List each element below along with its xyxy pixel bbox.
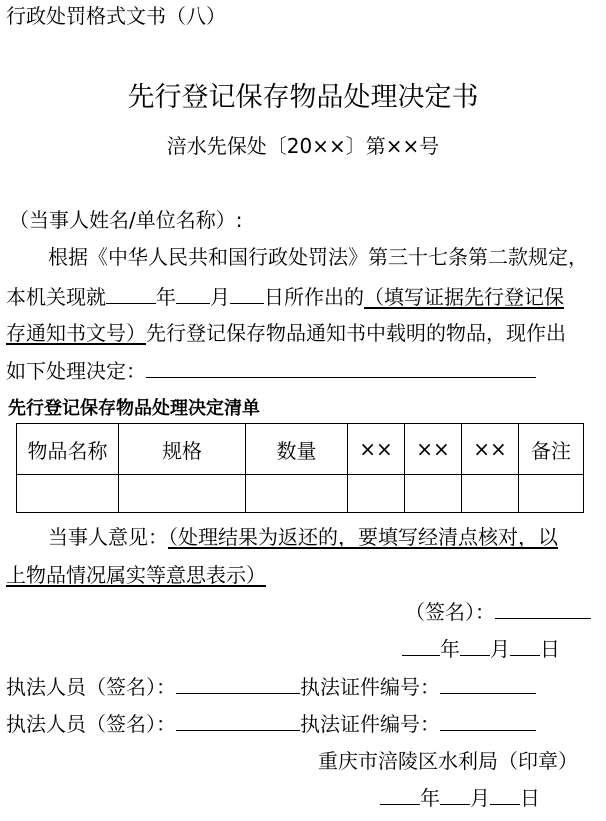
officer-signature-blank[interactable] [176,675,300,694]
notice-number-fill-2[interactable]: 存通知书文号） [6,321,146,345]
list-title: 先行登记保存物品处理决定清单 [8,398,260,419]
authority-month-label: 月 [470,786,490,810]
authority-year-blank[interactable] [380,786,420,805]
party-date-line [402,637,560,661]
table-header-remarks: 备注 [519,424,584,475]
party-year-blank[interactable] [402,637,440,656]
body-line-4 [6,359,536,383]
body-line-3-rest: 先行登记保存物品通知书中载明的物品，现作出 [146,321,566,345]
body-line-1: 根据《中华人民共和国行政处罚法》第三十七条第二款规定， [48,245,588,269]
opinion-line-2 [6,563,266,587]
table-header-col5: ×× [405,424,462,475]
party-year-label: 年 [440,637,460,661]
party-day-label: 日 [540,637,560,661]
table-header-col6: ×× [462,424,519,475]
party-signature-line [405,600,591,624]
opinion-fill-1[interactable]: （处理结果为返还的，要填写经清点核对，以 [168,525,558,549]
party-name-label: （当事人姓名/单位名称）: [9,208,243,232]
opinion-label: 当事人意见： [48,525,168,549]
table-header-spec: 规格 [119,424,246,475]
table-cell[interactable] [519,475,584,513]
day-blank[interactable] [230,285,264,304]
body-line-2-prefix: 本机关现就 [6,285,106,309]
month-blank[interactable] [176,285,210,304]
document-series-label: 行政处罚格式文书（八） [6,4,226,28]
document-number: 涪水先保处〔20××〕第××号 [166,134,440,158]
officer-cert-label: 执法证件编号： [300,712,440,736]
body-line-3 [6,321,566,345]
officer-line-2 [6,712,536,736]
party-month-label: 月 [490,637,510,661]
signature-blank[interactable] [495,600,591,619]
table-cell[interactable] [405,475,462,513]
party-month-blank[interactable] [460,637,490,656]
officer-cert-label: 执法证件编号： [300,675,440,699]
opinion-fill-2[interactable]: 上物品情况属实等意思表示） [6,563,266,587]
decision-blank[interactable] [146,359,536,378]
table-header-col4: ×× [348,424,405,475]
table-cell[interactable] [246,475,348,513]
signature-label: （签名）： [405,600,495,624]
officer-line-1 [6,675,536,699]
year-blank[interactable] [106,285,156,304]
party-day-blank[interactable] [510,637,540,656]
day-label: 日所作出的 [264,285,364,309]
authority-month-blank[interactable] [440,786,470,805]
opinion-line-1 [48,525,558,549]
officer-signature-label: 执法人员（签名）： [6,712,176,736]
table-header-quantity: 数量 [246,424,348,475]
authority-year-label: 年 [420,786,440,810]
table-row [17,475,584,513]
month-label: 月 [210,285,230,309]
authority-date-line [380,786,540,810]
officer-cert-blank[interactable] [440,712,536,731]
authority-seal: 重庆市涪陵区水利局（印章） [318,749,578,773]
officer-signature-label: 执法人员（签名）： [6,675,176,699]
table-header-item-name: 物品名称 [17,424,119,475]
table-cell[interactable] [462,475,519,513]
items-table [16,423,584,513]
decision-label: 如下处理决定： [6,359,146,383]
officer-cert-blank[interactable] [440,675,536,694]
body-line-2 [6,285,564,309]
table-cell[interactable] [348,475,405,513]
table-cell[interactable] [119,475,246,513]
notice-number-fill-1[interactable]: （填写证据先行登记保 [364,285,564,309]
authority-day-blank[interactable] [490,786,520,805]
table-cell[interactable] [17,475,119,513]
authority-day-label: 日 [520,786,540,810]
year-label: 年 [156,285,176,309]
officer-signature-blank[interactable] [176,712,300,731]
table-header-row [17,424,584,475]
page-title: 先行登记保存物品处理决定书 [127,82,479,113]
